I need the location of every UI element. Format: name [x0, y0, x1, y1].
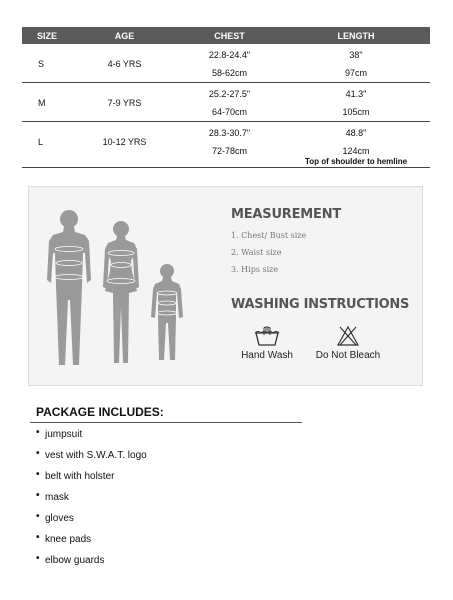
list-item [36, 427, 147, 448]
list-item-label: elbow guards [45, 555, 105, 566]
length-inch-cell: 38" [349, 50, 363, 60]
header-length: LENGTH [282, 27, 430, 44]
table-bottom-divider [22, 167, 430, 168]
measurement-title: MEASUREMENT [231, 207, 342, 222]
list-item-label: vest with S.W.A.T. logo [45, 450, 147, 461]
length-measure-note: Top of shoulder to hemline [305, 157, 408, 166]
bullet-icon: • [36, 448, 40, 459]
washing-title: WASHING INSTRUCTIONS [231, 297, 410, 312]
size-chart-header [22, 27, 430, 44]
chest-cm-cell: 72-78cm [211, 146, 247, 156]
bullet-icon: • [36, 469, 40, 480]
bullet-icon: • [36, 511, 40, 522]
list-item [36, 490, 147, 511]
package-title: PACKAGE INCLUDES: [36, 405, 164, 419]
chest-cm-cell: 58-62cm [177, 64, 282, 83]
bullet-icon: • [36, 490, 40, 501]
age-cell: 10-12 YRS [102, 137, 147, 147]
list-item-label: knee pads [45, 534, 92, 545]
header-age: AGE [72, 27, 177, 44]
table-row [22, 122, 430, 143]
bullet-icon: • [36, 427, 40, 438]
bullet-icon: • [36, 553, 40, 564]
list-item-label: jumpsuit [45, 429, 83, 440]
size-chart-table [22, 27, 430, 160]
hand-wash-label: Hand Wash [241, 350, 293, 361]
list-item [36, 511, 147, 532]
list-item-label: mask [45, 492, 69, 503]
header-chest: CHEST [177, 27, 282, 44]
measurement-item: 2. Waist size [231, 248, 282, 257]
length-cm-cell: 97cm [282, 64, 430, 83]
measurement-panel [28, 186, 423, 386]
age-cell: 7-9 YRS [72, 83, 177, 122]
bullet-icon: • [36, 532, 40, 543]
size-cell: M [22, 83, 72, 122]
header-size: SIZE [22, 27, 72, 44]
size-cell: L [38, 137, 44, 147]
size-cell: S [22, 44, 72, 83]
hand-wash-instruction [232, 325, 302, 361]
hand-wash-icon [254, 325, 280, 347]
list-item-label: belt with holster [45, 471, 115, 482]
measurement-item: 3. Hips size [231, 265, 279, 274]
do-not-bleach-icon [336, 325, 360, 347]
package-list [36, 427, 147, 574]
list-item [36, 553, 147, 574]
list-item-label: gloves [45, 513, 74, 524]
measurement-item: 1. Chest/ Bust size [231, 231, 307, 240]
package-divider [30, 422, 302, 423]
list-item [36, 532, 147, 553]
chest-inch-cell: 28.3-30.7" [208, 128, 251, 138]
length-inch-cell: 41.3" [345, 89, 367, 99]
chest-cm-cell: 64-70cm [177, 103, 282, 122]
do-not-bleach-instruction [313, 325, 383, 361]
length-cm-cell: 124cm [342, 146, 370, 156]
chest-inch-cell: 25.2-27.5" [208, 89, 251, 99]
table-row [22, 44, 430, 64]
chest-inch-cell: 22.8-24.4" [208, 50, 251, 60]
length-cm-cell: 105cm [282, 103, 430, 122]
list-item [36, 448, 147, 469]
do-not-bleach-label: Do Not Bleach [315, 350, 381, 361]
body-figures-illustration [39, 205, 209, 380]
table-row [22, 83, 430, 104]
age-cell: 4-6 YRS [72, 44, 177, 83]
list-item [36, 469, 147, 490]
length-inch-cell: 48.8" [345, 128, 367, 138]
